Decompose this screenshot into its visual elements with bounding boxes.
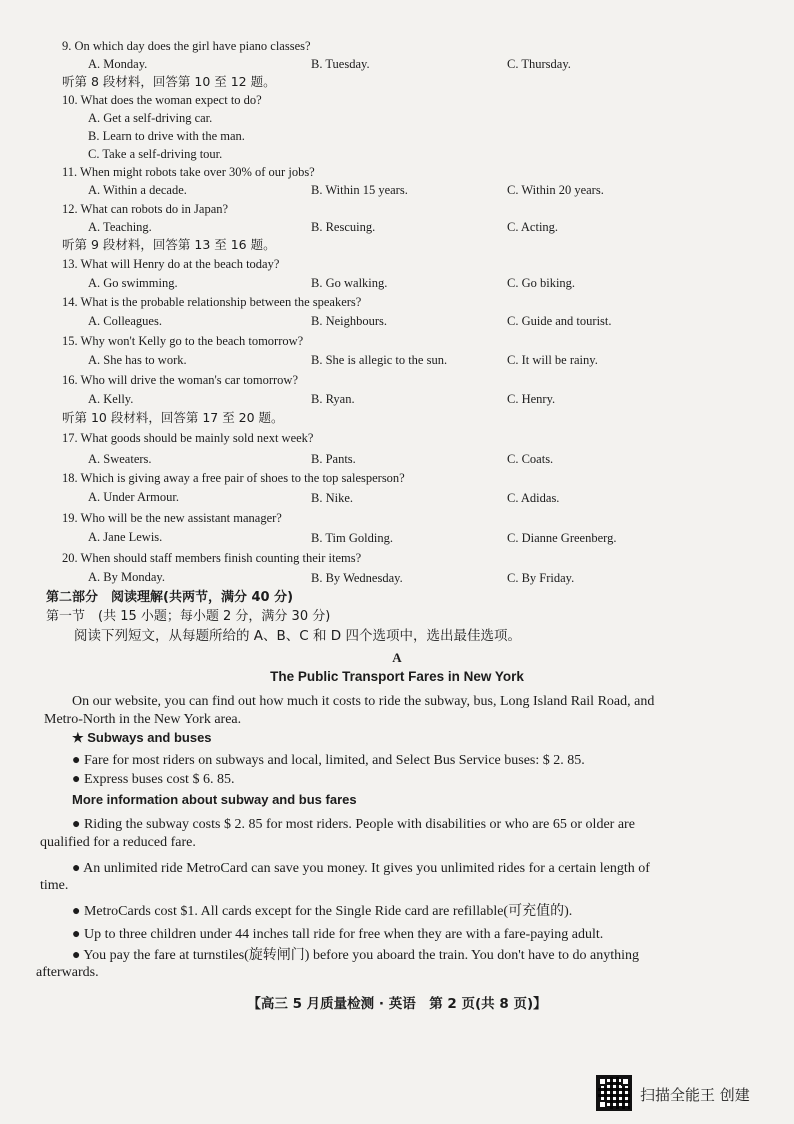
bullet-unlimited-line2: time.: [40, 878, 69, 893]
question-11: 11. When might robots take over 30% of our jobs?: [62, 165, 315, 179]
bullet-unlimited-line1: ● An unlimited ride MetroCard can save you money. It gives you unlimited rides for a certain length of: [72, 861, 650, 876]
reading-instruction: 阅读下列短文，从每题所给的 A、B、C 和 D 四个选项中，选出最佳选项。: [74, 628, 521, 644]
option-15c: C. It will be rainy.: [507, 353, 598, 367]
option-17b: B. Pants.: [311, 452, 356, 466]
option-10a: A. Get a self-driving car.: [88, 111, 213, 125]
part2-heading: 第二部分 阅读理解(共两节，满分 40 分): [46, 590, 294, 605]
option-16b: B. Ryan.: [311, 392, 355, 406]
option-14c: C. Guide and tourist.: [507, 314, 612, 328]
bullet-fare-most-riders: ● Fare for most riders on subways and local, limited, and Select Bus Service buses: $ 2. 85.: [72, 753, 585, 768]
option-11c: C. Within 20 years.: [507, 183, 604, 197]
option-11a: A. Within a decade.: [88, 183, 187, 197]
passage-intro-line1: On our website, you can find out how much it costs to ride the subway, bus, Long Island Rail Road, and: [72, 694, 655, 709]
question-14: 14. What is the probable relationship between the speakers?: [62, 295, 362, 309]
passage-intro-line2: Metro-North in the New York area.: [44, 712, 242, 727]
option-19c: C. Dianne Greenberg.: [507, 531, 617, 545]
bullet-subway-cost-line2: qualified for a reduced fare.: [40, 835, 196, 850]
option-15a: A. She has to work.: [88, 353, 187, 367]
option-13c: C. Go biking.: [507, 276, 576, 290]
option-9c: C. Thursday.: [507, 57, 571, 71]
option-9a: A. Monday.: [88, 57, 148, 71]
subheading-more-info: More information about subway and bus fares: [72, 792, 357, 807]
question-13: 13. What will Henry do at the beach today?: [62, 257, 280, 271]
option-10c: C. Take a self-driving tour.: [88, 147, 223, 161]
question-20: 20. When should staff members finish counting their items?: [62, 551, 362, 565]
option-11b: B. Within 15 years.: [311, 183, 408, 197]
option-17c: C. Coats.: [507, 452, 554, 466]
option-10b: B. Learn to drive with the man.: [88, 129, 245, 143]
subheading-subways-buses: ★ Subways and buses: [72, 730, 212, 745]
listening-section-9: 听第 9 段材料，回答第 13 至 16 题。: [62, 237, 276, 252]
question-9: 9. On which day does the girl have piano classes?: [62, 39, 311, 53]
option-14a: A. Colleagues.: [88, 314, 162, 328]
question-10: 10. What does the woman expect to do?: [62, 93, 262, 107]
option-20a: A. By Monday.: [88, 570, 165, 584]
bullet-express-buses: ● Express buses cost $ 6. 85.: [72, 772, 235, 787]
bullet-metrocards-cost: ● MetroCards cost $1. All cards except for the Single Ride card are refillable(可充值的).: [72, 904, 573, 919]
option-20b: B. By Wednesday.: [311, 571, 403, 585]
option-18c: C. Adidas.: [507, 491, 560, 505]
listening-section-10: 听第 10 段材料，回答第 17 至 20 题。: [62, 410, 284, 425]
bullet-subway-cost-line1: ● Riding the subway costs $ 2. 85 for most riders. People with disabilities or who are 65 or older are: [72, 817, 635, 832]
question-17: 17. What goods should be mainly sold next week?: [62, 431, 314, 445]
question-15: 15. Why won't Kelly go to the beach tomorrow?: [62, 334, 304, 348]
option-13b: B. Go walking.: [311, 276, 388, 290]
option-13a: A. Go swimming.: [88, 276, 178, 290]
question-16: 16. Who will drive the woman's car tomorrow?: [62, 373, 298, 387]
question-19: 19. Who will be the new assistant manager?: [62, 511, 282, 525]
option-9b: B. Tuesday.: [311, 57, 370, 71]
passage-letter: A: [392, 650, 402, 665]
listening-section-8: 听第 8 段材料，回答第 10 至 12 题。: [62, 74, 276, 89]
option-18a: A. Under Armour.: [88, 490, 179, 504]
scanner-watermark: 扫描全能王 创建: [640, 1086, 750, 1104]
option-12a: A. Teaching.: [88, 220, 152, 234]
option-16c: C. Henry.: [507, 392, 556, 406]
option-14b: B. Neighbours.: [311, 314, 388, 328]
bullet-turnstiles-line1: ● You pay the fare at turnstiles(旋转闸门) before you aboard the train. You don't have to do anything: [72, 948, 639, 963]
qr-code-icon: [596, 1075, 632, 1111]
bullet-turnstiles-line2: afterwards.: [36, 965, 99, 980]
option-20c: C. By Friday.: [507, 571, 575, 585]
page-footer: 【高三 5 月质量检测 · 英语 第 2 页(共 8 页)】: [247, 996, 547, 1012]
option-12c: C. Acting.: [507, 220, 559, 234]
section1-heading: 第一节 (共 15 小题；每小题 2 分，满分 30 分): [46, 609, 331, 624]
passage-title: The Public Transport Fares in New York: [270, 669, 524, 684]
option-18b: B. Nike.: [311, 491, 354, 505]
option-19b: B. Tim Golding.: [311, 531, 393, 545]
question-12: 12. What can robots do in Japan?: [62, 202, 229, 216]
option-17a: A. Sweaters.: [88, 452, 152, 466]
question-18: 18. Which is giving away a free pair of shoes to the top salesperson?: [62, 471, 405, 485]
option-15b: B. She is allegic to the sun.: [311, 353, 448, 367]
option-16a: A. Kelly.: [88, 392, 134, 406]
option-12b: B. Rescuing.: [311, 220, 376, 234]
option-19a: A. Jane Lewis.: [88, 530, 163, 544]
bullet-children-free: ● Up to three children under 44 inches tall ride for free when they are with a fare-paying adult.: [72, 927, 604, 942]
